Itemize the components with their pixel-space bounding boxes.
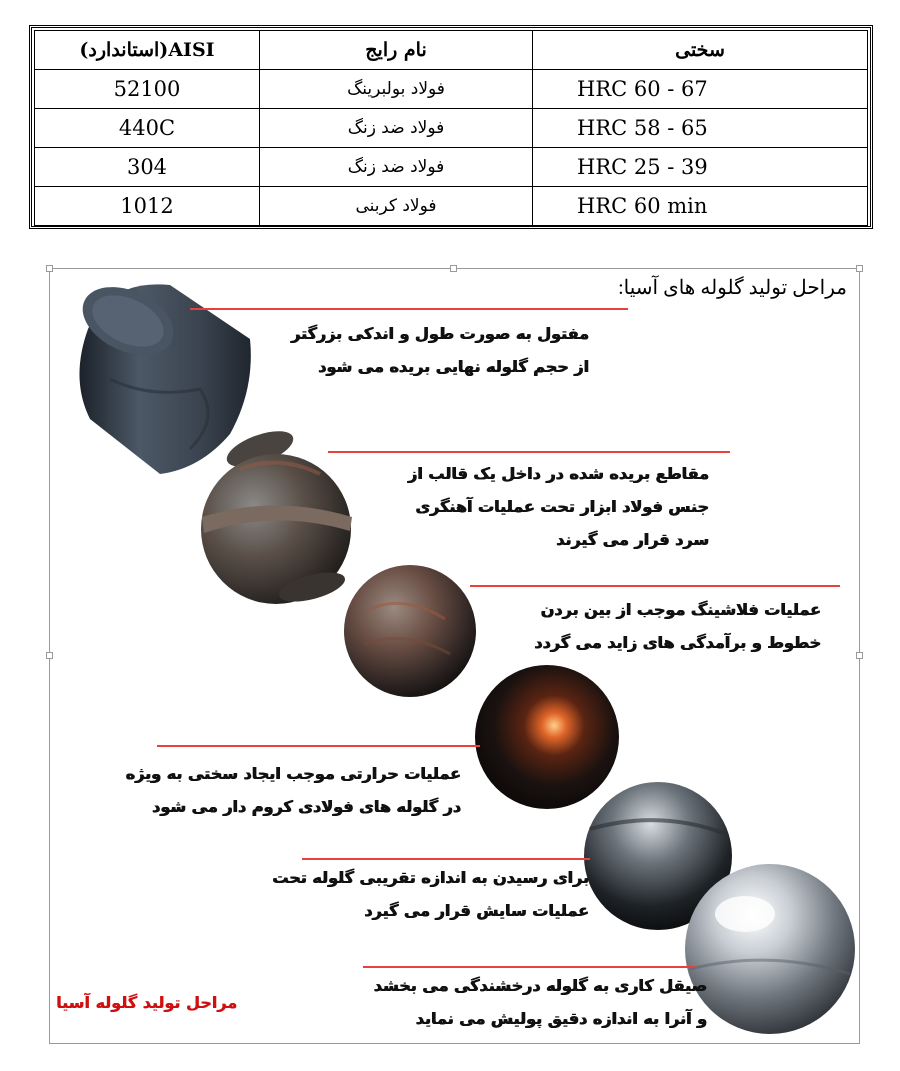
caption-line: مقاطع بریده شده در داخل یک قالب از (408, 464, 709, 483)
caption-line: صیقل کاری به گلوله درخشندگی می بخشد (373, 976, 707, 995)
cell-hardness: HRC 60 - 67 (533, 70, 868, 109)
caption-line: سرد قرار می گیرند (556, 530, 709, 549)
caption-line: جنس فولاد ابزار تحت عملیات آهنگری (415, 497, 709, 516)
stage-3-caption (534, 593, 821, 659)
cell-hardness: HRC 58 - 65 (533, 109, 868, 148)
heat-treated-ball-image (475, 665, 619, 809)
header-common-name: نام رایج (260, 31, 533, 70)
cell-aisi: 52100 (35, 70, 260, 109)
cell-hardness: HRC 25 - 39 (533, 148, 868, 187)
figure-footer-label: مراحل تولید گلوله آسیا (56, 993, 238, 1012)
caption-line: برای رسیدن به اندازه تقریبی گلوله تحت (272, 868, 589, 887)
caption-line: از حجم گلوله نهایی بریده می شود (318, 357, 589, 376)
table-row (35, 148, 868, 187)
cell-common-name: فولاد بولبرینگ (260, 70, 533, 109)
caption-line: عملیات حرارتی موجب ایجاد سختی به ویژه (125, 764, 461, 783)
stage-1-caption (291, 317, 589, 383)
caption-line: خطوط و برآمدگی های زاید می گردد (534, 633, 821, 652)
cell-common-name: فولاد ضد زنگ (260, 109, 533, 148)
cell-common-name: فولاد کربنی (260, 187, 533, 226)
stage-2-caption (408, 457, 709, 556)
cell-common-name: فولاد ضد زنگ (260, 148, 533, 187)
cell-aisi: 440C (35, 109, 260, 148)
flashed-ball-image (344, 565, 476, 697)
stage-6-caption (374, 969, 707, 1035)
production-stages-figure (49, 268, 860, 1044)
stage-4-caption (126, 757, 461, 823)
caption-line: و آنرا به اندازه دقیق پولیش می نماید (415, 1009, 707, 1028)
header-aisi: AISI(استاندارد) (35, 31, 260, 70)
caption-line: عملیات فلاشینگ موجب از بین بردن (540, 600, 821, 619)
table-row (35, 109, 868, 148)
steel-spec-table (29, 25, 873, 229)
caption-line: مفتول به صورت طول و اندکی بزرگتر (291, 324, 589, 343)
table-row (35, 70, 868, 109)
table-header-row (35, 31, 868, 70)
table-row (35, 187, 868, 226)
caption-line: عملیات سایش قرار می گیرد (364, 901, 589, 920)
caption-line: در گلوله های فولادی کروم دار می شود (152, 797, 461, 816)
cell-hardness: HRC 60 min (533, 187, 868, 226)
cut-rod-image (72, 274, 251, 474)
cell-aisi: 1012 (35, 187, 260, 226)
figure-title: مراحل تولید گلوله های آسیا: (618, 277, 847, 299)
stage-5-caption (272, 861, 589, 927)
steel-spec-grid (34, 30, 868, 226)
cell-aisi: 304 (35, 148, 260, 187)
polished-ball-image (685, 864, 855, 1034)
header-hardness: سختی (533, 31, 868, 70)
